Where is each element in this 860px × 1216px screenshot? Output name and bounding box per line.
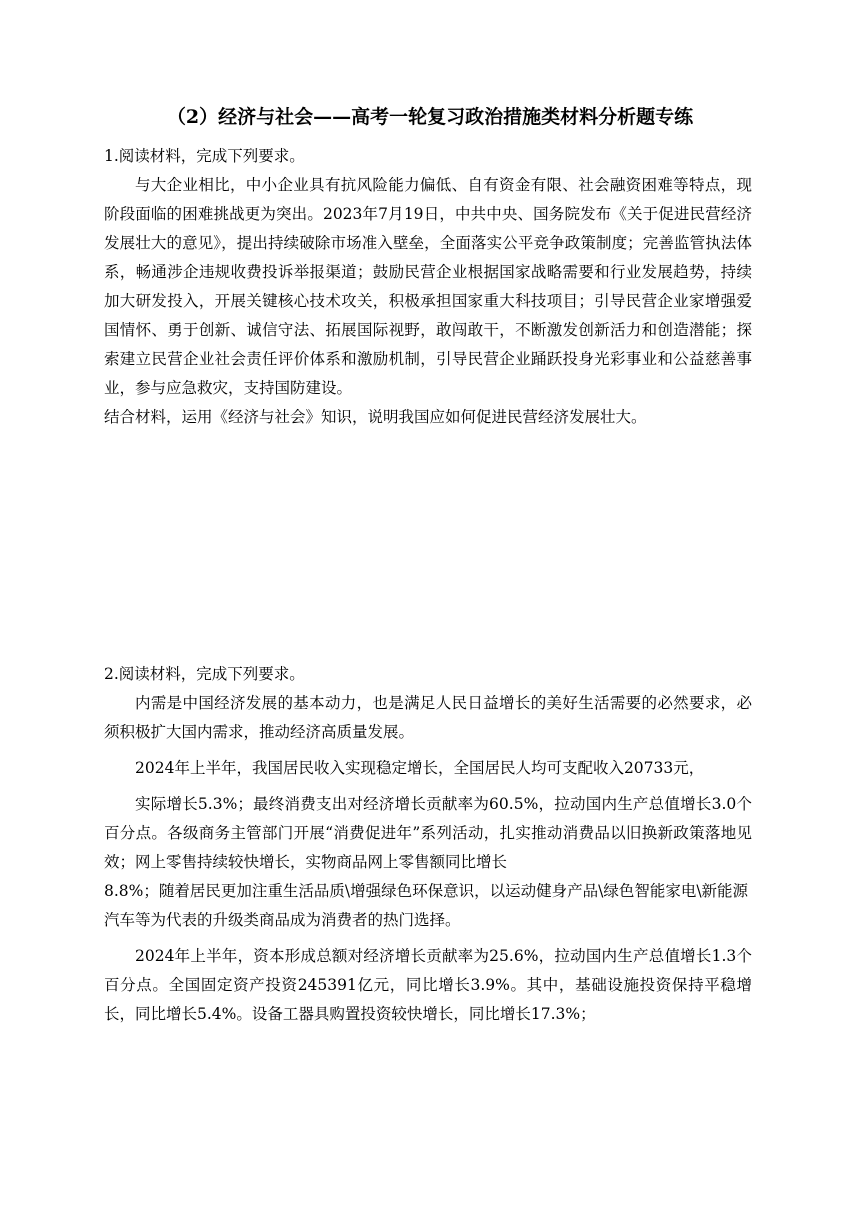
question-1	[104, 142, 752, 432]
question-2-paragraph-2: 2024年上半年，我国居民收入实现稳定增长，全国居民人均可支配收入20733元，	[135, 759, 705, 777]
question-2-paragraph-3-cont: 8.8%；随着居民更加注重生活品质\增强绿色环保意识，以运动健身产品\绿色智能家电\新能源汽车等为代表的升级类商品成为消费者的热门选择。	[104, 882, 749, 929]
question-2-heading: 2.阅读材料，完成下列要求。	[104, 665, 305, 683]
question-2-paragraph-3: 实际增长5.3%；最终消费支出对经济增长贡献率为60.5%，拉动国内生产总值增长3.0个百分点。各级商务主管部门开展“消费促进年”系列活动，扎实推动消费品以旧换新政策落地见效；网上零售持续较快增长，实物商品网上零售额同比增长	[104, 795, 752, 871]
question-2-paragraph-4: 2024年上半年，资本形成总额对经济增长贡献率为25.6%，拉动国内生产总值增长1.3个百分点。全国固定资产投资245391亿元，同比增长3.9%。其中，基础设施投资保持平稳增长，同比增长5.4%。设备工器具购置投资较快增长，同比增长17.3%；	[104, 947, 752, 1023]
question-1-heading: 1.阅读材料，完成下列要求。	[104, 147, 305, 165]
question-1-material: 与大企业相比，中小企业具有抗风险能力偏低、自有资金有限、社会融资困难等特点，现阶段面临的困难挑战更为突出。2023年7月19日，中共中央、国务院发布《关于促进民营经济发展壮大的意见》，提出持续破除市场准入壁垒，全面落实公平竞争政策制度；完善监管执法体系，畅通涉企违规收费投诉举报渠道；鼓励民营企业根据国家战略需要和行业发展趋势，持续加大研发投入，开展关键核心技术攻关，积极承担国家重大科技项目；引导民营企业家增强爱国情怀、勇于创新、诚信守法、拓展国际视野，敢闯敢干，不断激发创新活力和创造潜能；探索建立民营企业社会责任评价体系和激励机制，引导民营企业踊跃投身光彩事业和公益慈善事业，参与应急救灾，支持国防建设。	[104, 176, 752, 397]
question-2	[104, 660, 752, 1029]
question-1-prompt: 结合材料，运用《经济与社会》知识，说明我国应如何促进民营经济发展壮大。	[104, 408, 647, 426]
question-2-paragraph-1: 内需是中国经济发展的基本动力，也是满足人民日益增长的美好生活需要的必然要求，必须积极扩大国内需求，推动经济高质量发展。	[104, 694, 752, 741]
page-title: （2）经济与社会——高考一轮复习政治措施类材料分析题专练	[166, 106, 694, 128]
